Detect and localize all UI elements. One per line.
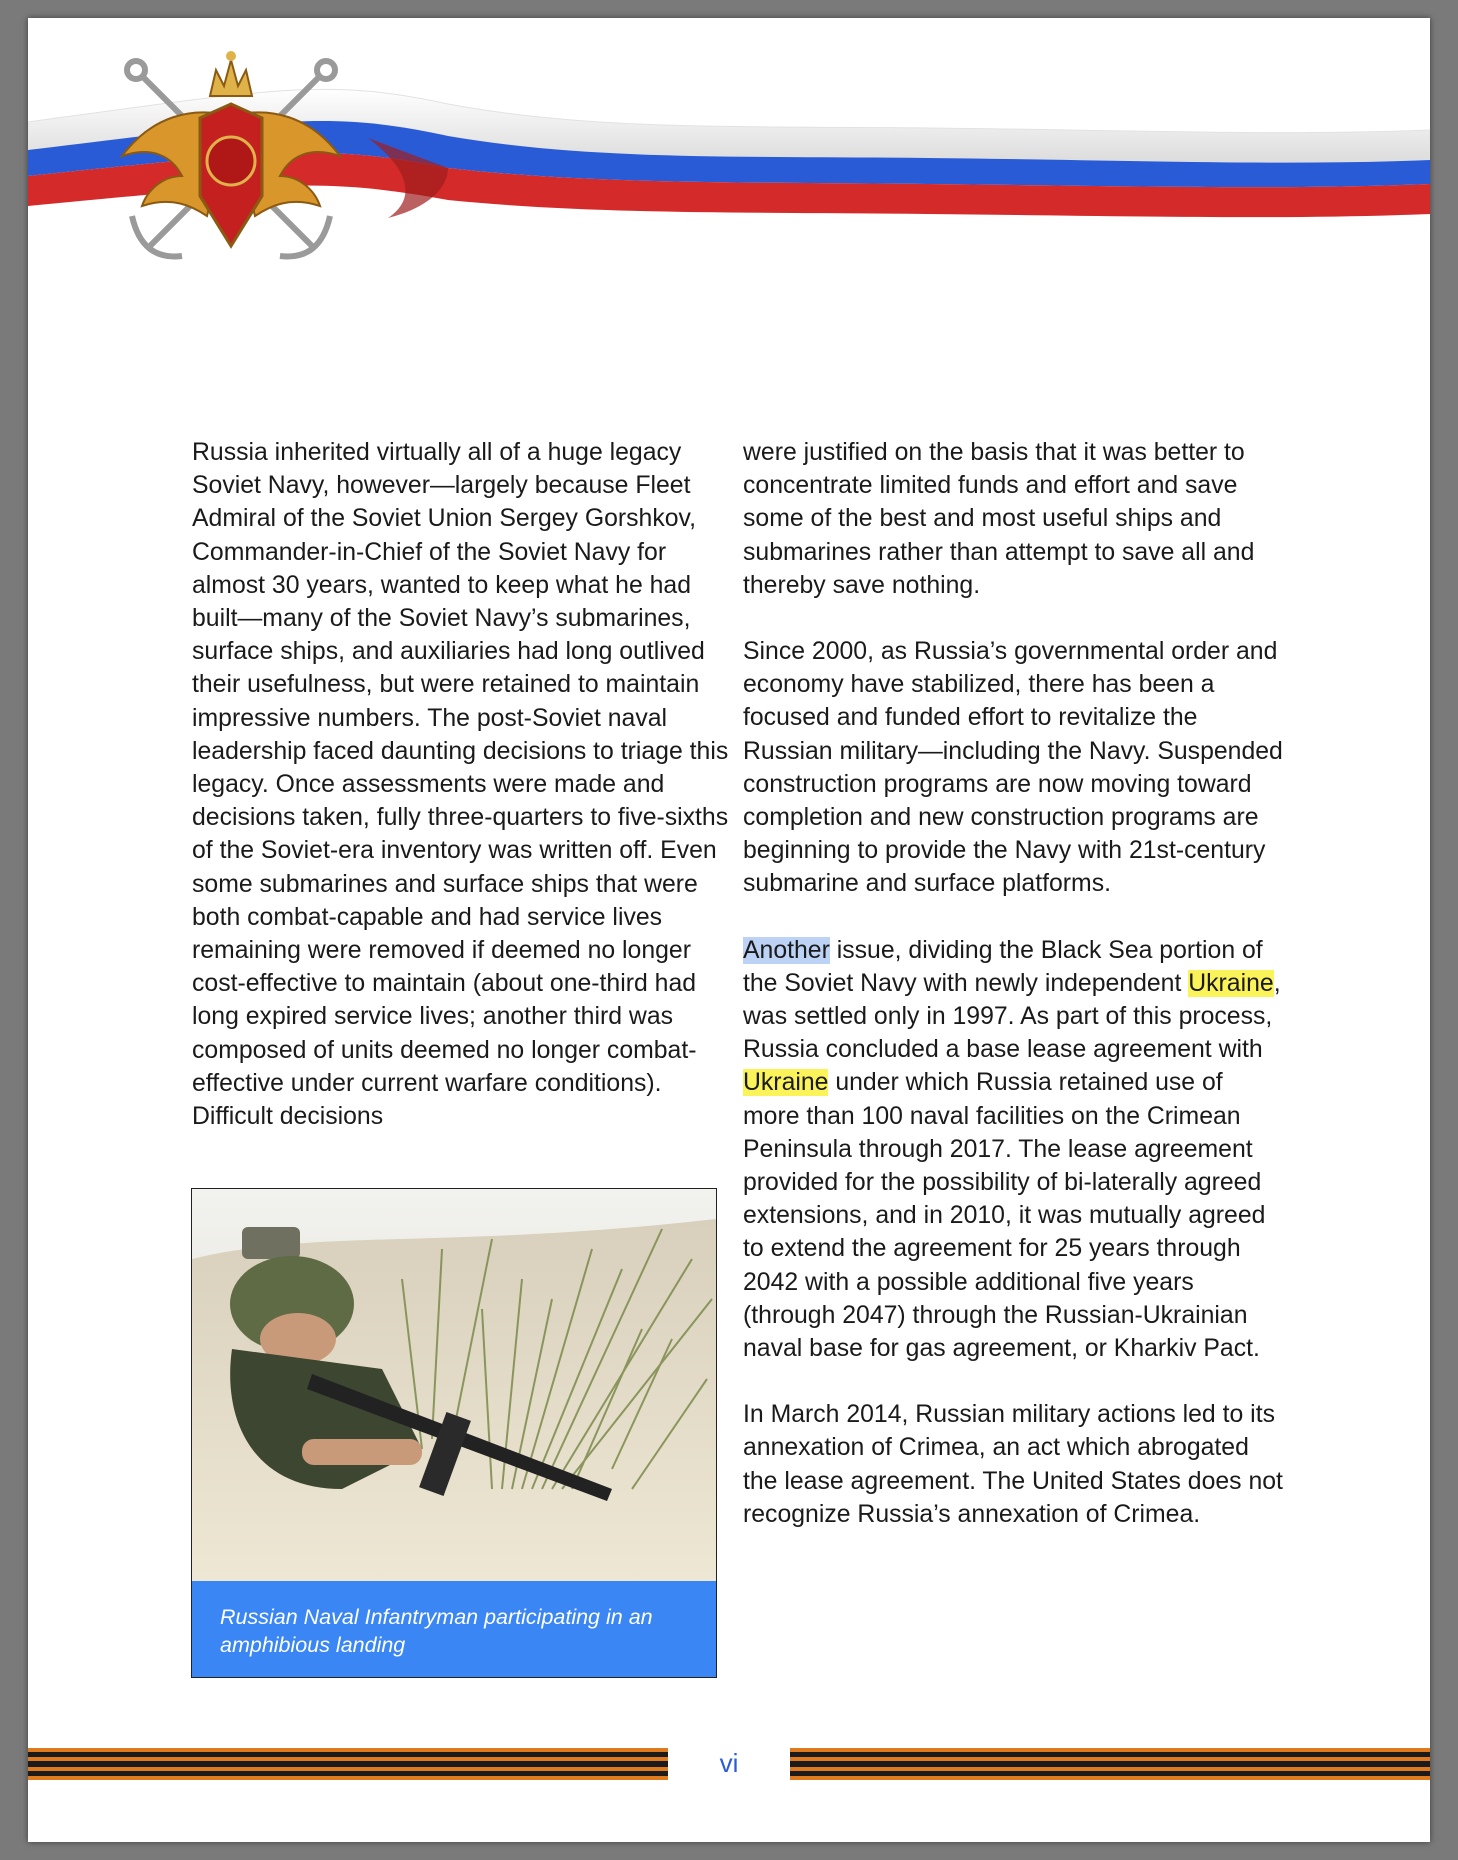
text-run: issue, dividing the Black Sea portion of the Soviet Navy with newly independent <box>743 936 1263 997</box>
paragraph: were justified on the basis that it was better to concentrate limited funds and effort and save some of the best and most useful ships and submarines rather than attempt to save all and thereby save nothing. <box>743 439 1255 599</box>
figure <box>191 1188 717 1678</box>
paragraph: Since 2000, as Russia’s governmental order and economy have stabilized, there has been a focused and funded effort to revitalize the Russian military—including the Navy. Suspended construction programs are now moving toward completion and new construction programs are beginning to provide the Navy with 21st-century submarine and surface platforms. <box>743 638 1283 898</box>
paragraph: Russia inherited virtually all of a huge legacy Soviet Navy, however—largely because Fleet Admiral of the Soviet Union Sergey Gorshkov, Commander-in-Chief of the Soviet Navy for almost 30 years, wanted to keep what he had built—many of the Soviet Navy’s submarines, surface ships, and auxiliaries had long outlived their usefulness, but were retained to maintain impressive numbers. The post-Soviet naval leadership faced daunting decisions to triage this legacy. Once assessments were made and decisions taken, fully three-quarters to five-sixths of the Soviet-era inventory was written off. Even some submarines and surface ships that were both combat-capable and had service lives remaining were removed if deemed no longer cost-effective to maintain (about one-third had long expired service lives; another third was composed of units deemed no longer combat-effective under current warfare conditions). Difficult decisions <box>192 439 729 1131</box>
page-number: vi <box>719 1748 739 1778</box>
search-highlight[interactable]: Ukraine <box>743 1069 829 1097</box>
document-page <box>28 18 1430 1842</box>
selected-word[interactable]: Another <box>743 936 830 964</box>
text-run: under which Russia retained use of more than 100 naval facilities on the Crimean Peninsula through 2017. The lease agreement provided for the possibility of bi-laterally agreed extensions, and in 2010, it was mutually agreed to extend the agreement for 25 years through 2042 with a possible additional five years (through 2047) through the Russian-Ukrainian naval base for gas agreement, or Kharkiv Pact. <box>743 1069 1266 1363</box>
figure-caption: Russian Naval Infantryman participating in an amphibious landing <box>192 1581 716 1677</box>
left-column <box>192 436 732 1166</box>
paragraph-ukraine <box>743 934 1283 1366</box>
search-highlight[interactable]: Ukraine <box>1188 969 1274 997</box>
text-run: , was settled only in 1997. As part of this process, Russia concluded a base lease agreement with <box>743 969 1281 1064</box>
right-column <box>743 436 1283 1564</box>
russian-navy-emblem-icon <box>112 46 350 286</box>
paragraph: In March 2014, Russian military actions led to its annexation of Crimea, an act which abrogated the lease agreement. The United States does not recognize Russia’s annexation of Crimea. <box>743 1401 1283 1528</box>
naval-infantryman-photo <box>192 1189 716 1581</box>
